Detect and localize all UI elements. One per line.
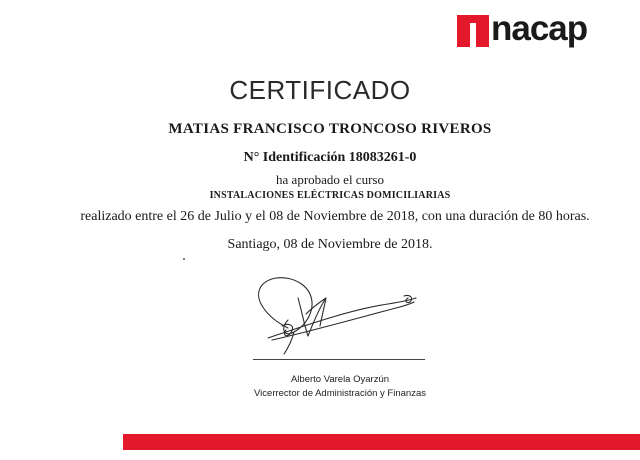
identification-number: N° Identificación 18083261-0 xyxy=(243,150,417,165)
logo-text: nacap xyxy=(491,9,588,48)
place-and-date: Santiago, 08 de Noviembre de 2018. xyxy=(227,237,433,252)
signature-image xyxy=(228,268,428,360)
course-name: INSTALACIONES ELÉCTRICAS DOMICILIARIAS xyxy=(209,190,451,201)
approved-text: ha aprobado el curso xyxy=(276,172,384,187)
signatory-role: Vicerrector de Administración y Finanzas xyxy=(254,388,426,399)
certificate-title: CERTIFICADO xyxy=(229,75,411,105)
course-period: realizado entre el 26 de Julio y el 08 de Noviembre de 2018, con una duración de 80 horas. xyxy=(80,209,590,224)
footer-red-band xyxy=(123,434,640,450)
inacap-logo xyxy=(455,10,601,50)
recipient-name: MATIAS FRANCISCO TRONCOSO RIVEROS xyxy=(168,121,492,137)
ink-speck xyxy=(183,258,185,260)
signature-line xyxy=(253,359,425,360)
signatory-name: Alberto Varela Oyarzún xyxy=(290,374,390,385)
logo-letter-i xyxy=(470,23,476,47)
logo-red-square xyxy=(457,15,489,47)
